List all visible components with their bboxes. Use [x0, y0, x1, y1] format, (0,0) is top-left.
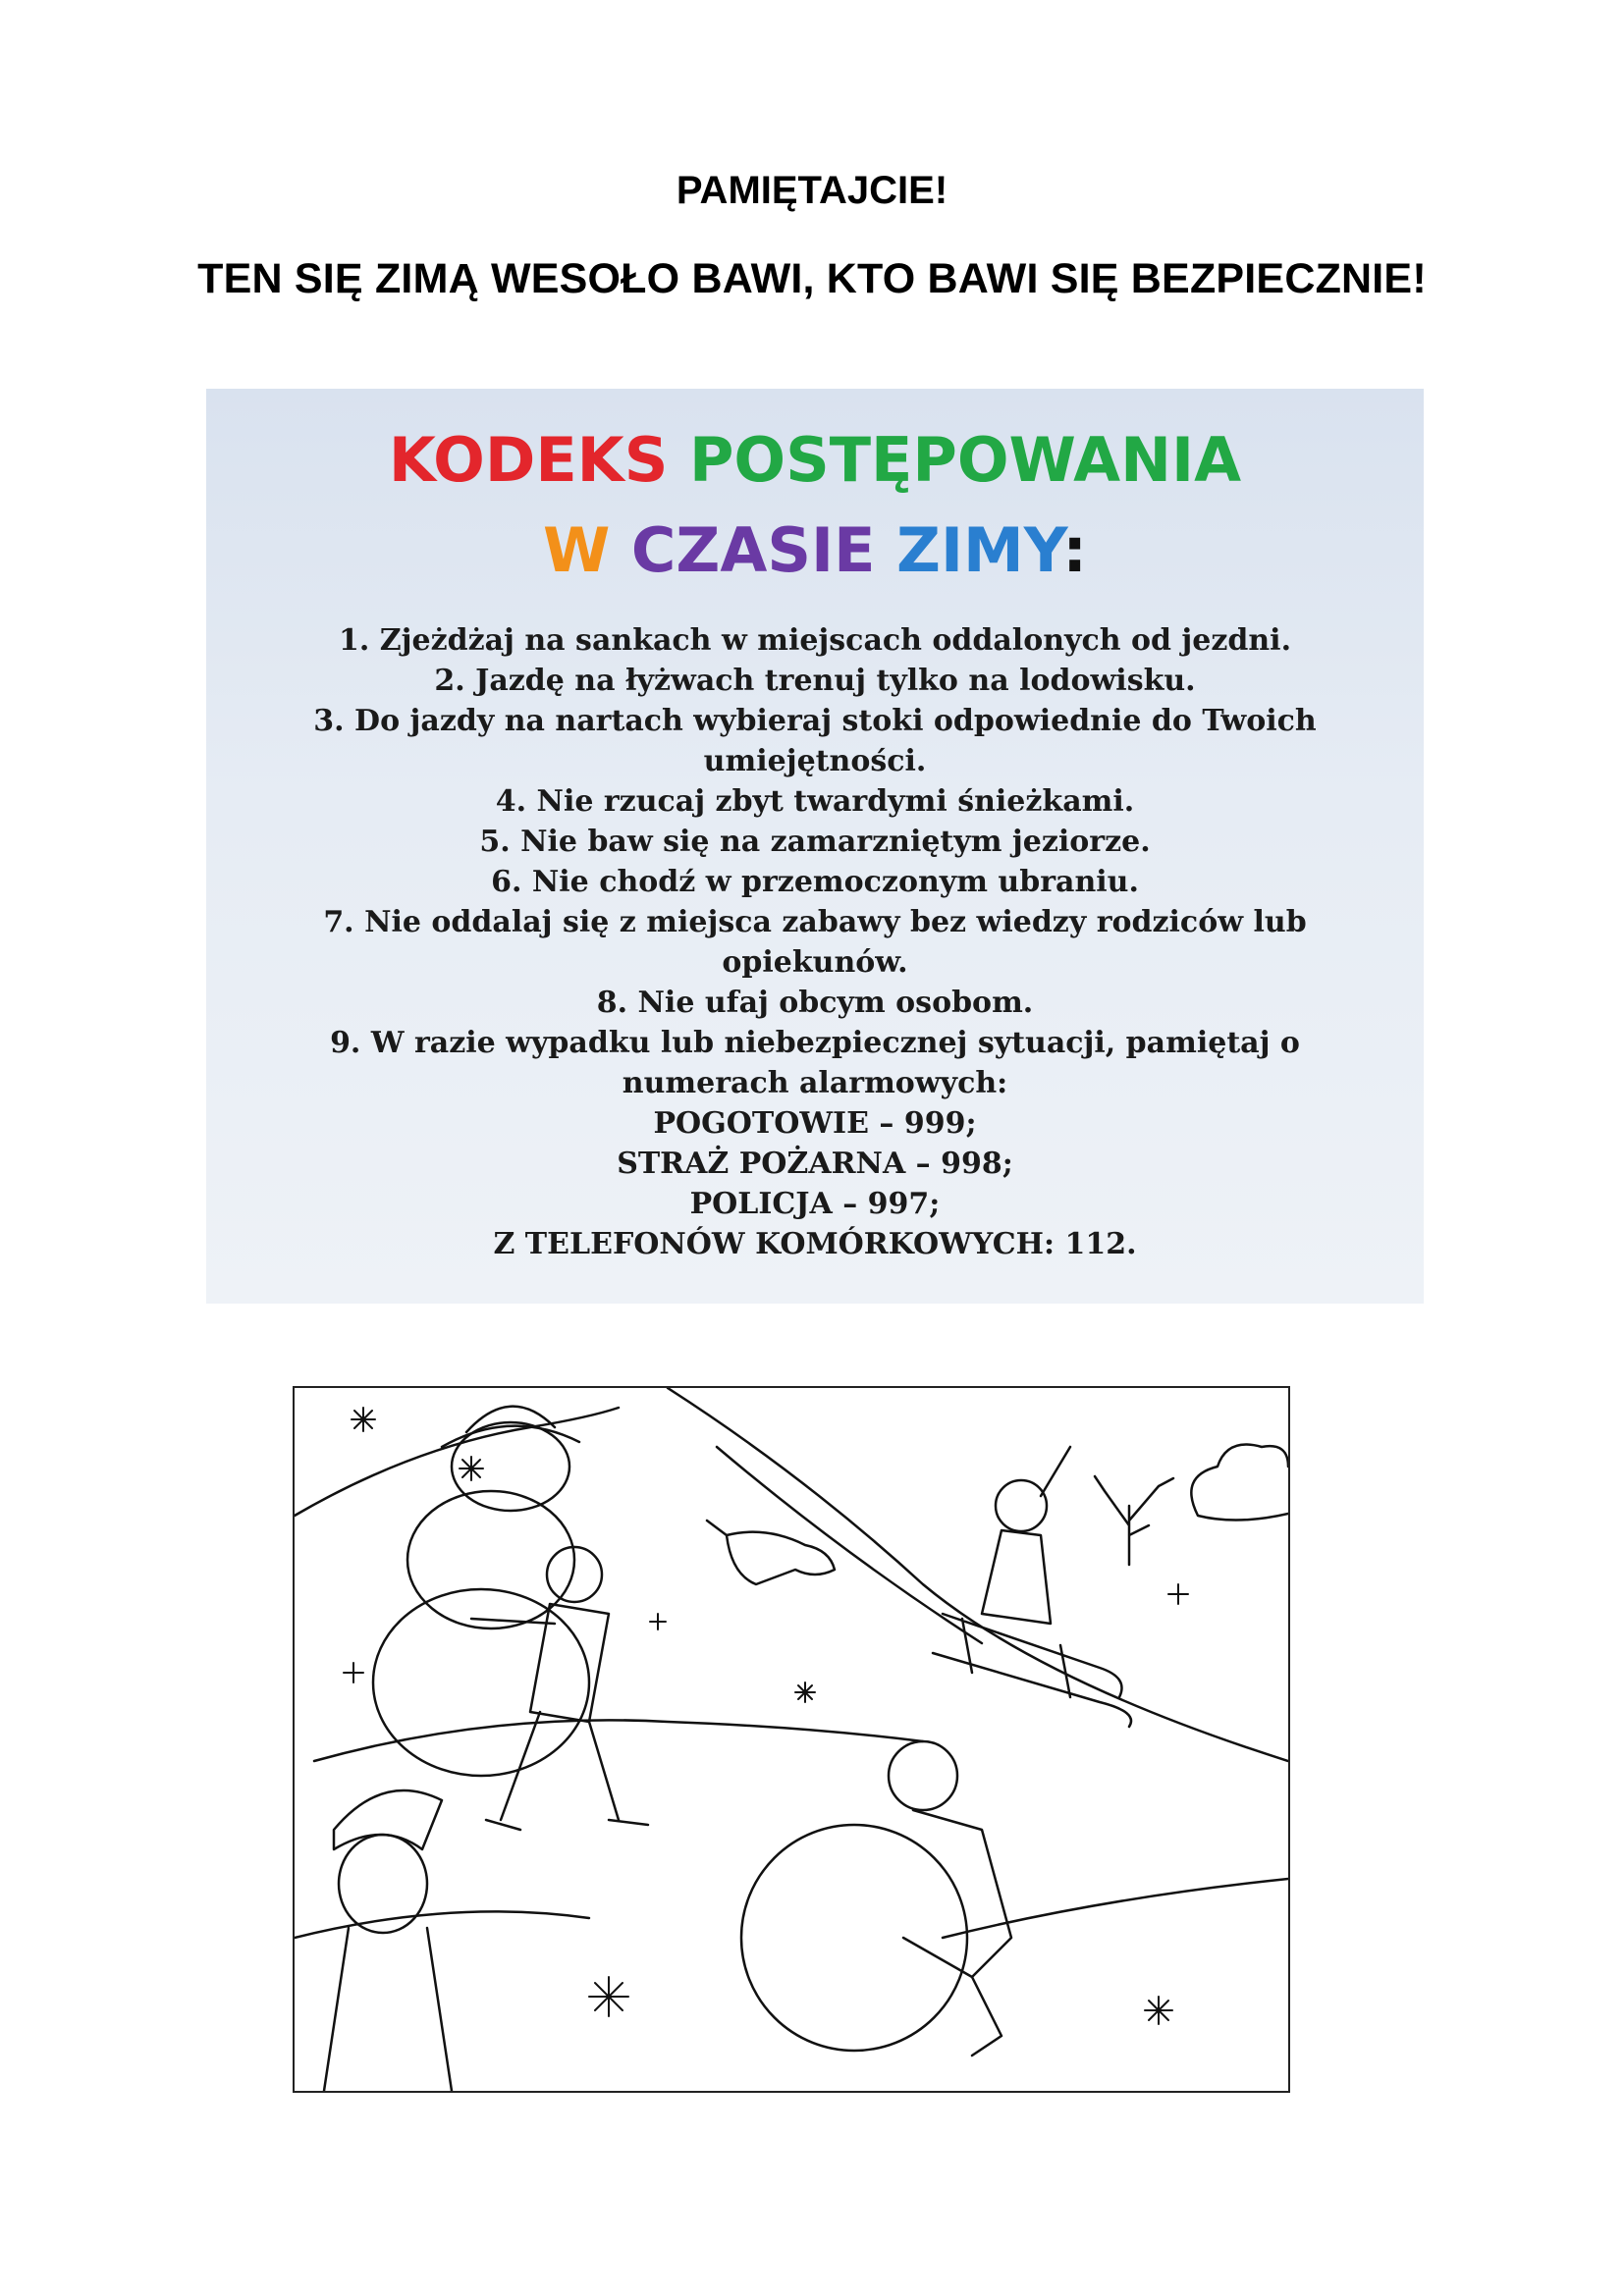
alarm-number-item: POGOTOWIE – 999;	[653, 1106, 977, 1141]
page-heading-remember: PAMIĘTAJCIE!	[676, 169, 948, 212]
cloud-outline	[1191, 1445, 1288, 1521]
poster-title-word: W	[542, 514, 611, 586]
poster-title-word: ZIMY	[896, 514, 1063, 586]
rule-item: 1. Zjeżdżaj na sankach w miejscach oddalonych od jezdni.	[338, 623, 1292, 658]
rule-item: 6. Nie chodź w przemoczonym ubraniu.	[491, 865, 1139, 899]
winter-code-poster	[206, 389, 1424, 1304]
winter-coloring-illustration	[293, 1386, 1290, 2093]
rule-item: 2. Jazdę na łyżwach trenuj tylko na lodowisku.	[434, 664, 1196, 698]
poster-title-word: CZASIE	[630, 514, 876, 586]
poster-title-word: POSTĘPOWANIA	[688, 424, 1242, 496]
girl-in-hat	[324, 1790, 452, 2091]
rule-item: 9. W razie wypadku lub niebezpiecznej sytuacji, pamiętaj o numerach alarmowych:	[330, 1026, 1300, 1100]
alarm-numbers-list	[206, 1103, 1424, 1264]
alarm-number-item: POLICJA – 997;	[689, 1187, 941, 1221]
rule-item: 5. Nie baw się na zamarzniętym jeziorze.	[479, 825, 1151, 859]
ground-line-mid	[314, 1720, 923, 1761]
rule-item: 4. Nie rzucaj zbyt twardymi śnieżkami.	[495, 784, 1135, 819]
hill-slope-outline	[668, 1388, 1288, 1761]
poster-title-line-1	[206, 424, 1424, 496]
winter-scene-drawing	[295, 1388, 1288, 2091]
dog-figure	[707, 1521, 835, 1584]
poster-title-word: KODEKS	[388, 424, 669, 496]
poster-title-word	[668, 424, 689, 496]
rule-item: 7. Nie oddalaj się z miejsca zabawy bez wiedzy rodziców lub opiekunów.	[323, 905, 1307, 980]
child-rolling-snowball	[741, 1741, 1011, 2056]
poster-title-word: :	[1062, 514, 1088, 586]
page-heading-motto: TEN SIĘ ZIMĄ WESOŁO BAWI, KTO BAWI SIĘ BEZPIECZNIE!	[197, 255, 1427, 302]
rule-item: 3. Do jazdy na nartach wybieraj stoki odpowiednie do Twoich umiejętności.	[313, 704, 1317, 778]
rule-item: 8. Nie ufaj obcym osobom.	[596, 986, 1034, 1020]
child-on-sled	[933, 1447, 1131, 1727]
poster-title-word	[875, 514, 896, 586]
poster-title-word	[610, 514, 631, 586]
poster-title-line-2	[206, 514, 1424, 586]
alarm-number-item: STRAŻ POŻARNA – 998;	[617, 1147, 1013, 1181]
rules-list	[206, 620, 1424, 1103]
ground-line-right	[943, 1879, 1288, 1938]
ground-line-bottom	[295, 1911, 589, 1938]
alarm-number-item: Z TELEFONÓW KOMÓRKOWYCH: 112.	[493, 1227, 1137, 1261]
bare-tree-icon	[1095, 1476, 1173, 1565]
